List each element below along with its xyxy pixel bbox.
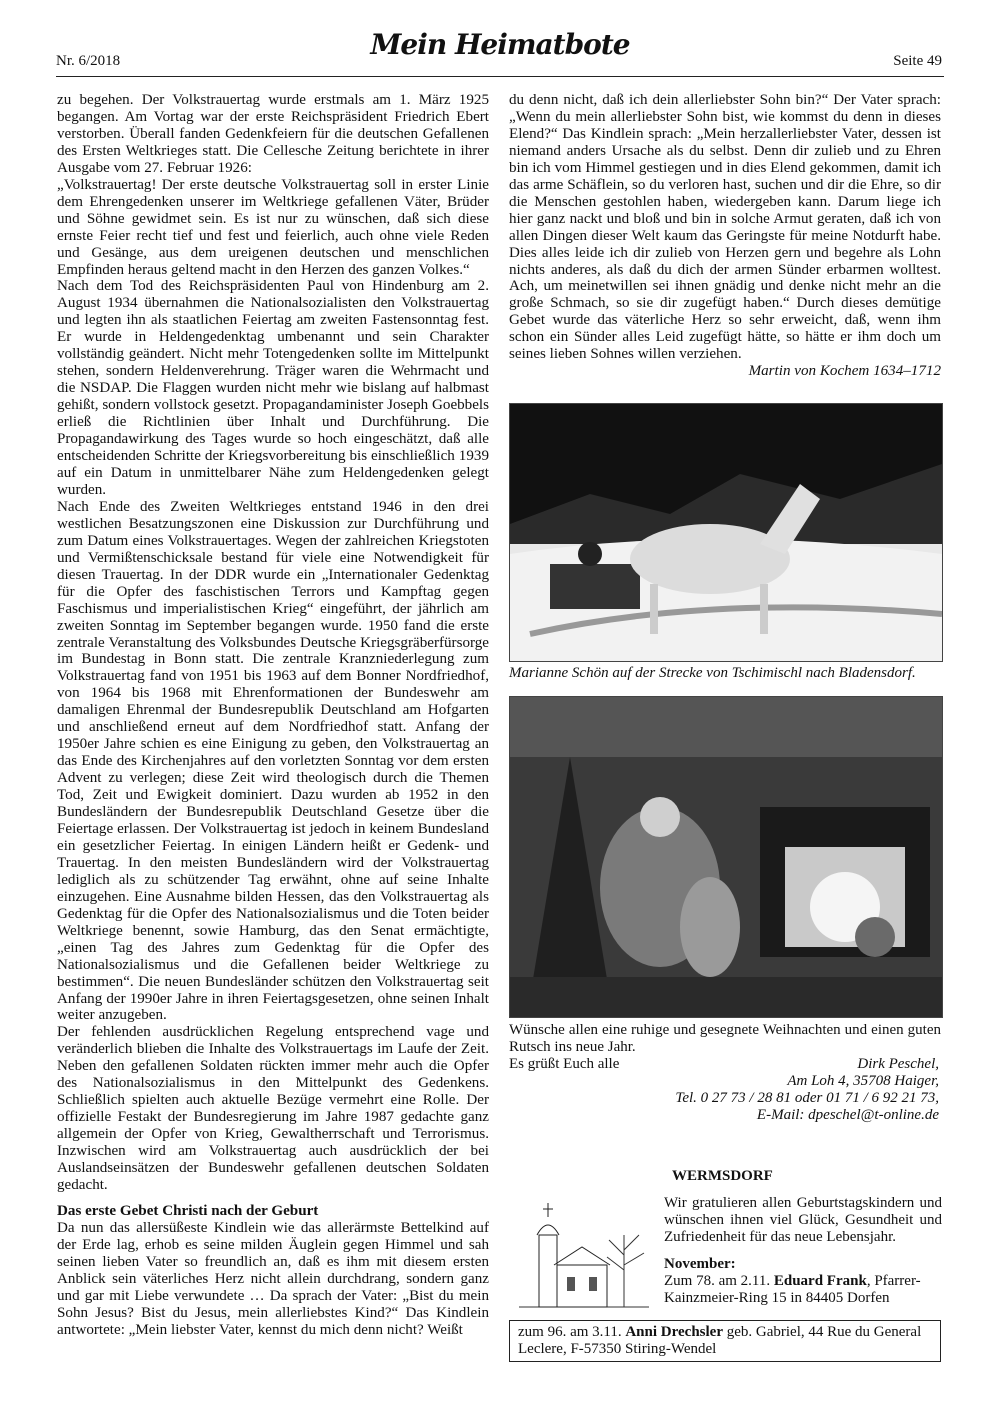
sender-name: Dirk Peschel,	[857, 1056, 939, 1072]
section-wermsdorf: WERMSDORF	[672, 1168, 773, 1184]
paragraph: Der fehlenden ausdrücklichen Regelung entsprechend vage und veränderlich blieben die Inhalte des Volkstrauertags im Laufe der Zeit. Neben den gefallenen Soldaten rückten immer mehr auch die Opfer des Nationalsozialismus in den Mittelpunkt des Gedenkens. Schließlich spielten auch aktuelle Bezüge vermehrt eine Rolle. Der offizielle Festakt der Bundesregierung im Jahre 1987 gedachte ganz allgemein der Opfer von Krieg, Gewaltherrschaft und Terrorismus. Inzwischen wird am Volkstrauertag auch ausdrücklich der bei Auslandseinsätzen der Bundeswehr gefallenen deutschen Soldaten gedacht.	[57, 1024, 489, 1193]
sender-email: E-Mail: dpeschel@t-online.de	[756, 1107, 939, 1123]
paragraph: „Volkstrauertag! Der erste deutsche Volkstrauertag soll in erster Linie dem Ehrengedenken unserer im Weltkriege gefallenen Väter, Brüder und Söhne gewidmet sein. Es ist nur zu wünschen, daß sich diese ernste Feier recht tief und fest und feierlich, auch ohne viele Reden und Gesänge, aus dem ureigenen deutschen und menschlichen Empfinden heraus geltend macht in den Herzen des ganzen Volkes.“	[57, 176, 489, 278]
paragraph: Da nun das allersüßeste Kindlein wie das allerärmste Bettelkind auf der Erde lag, erhob es seine milden Äuglein gegen Himmel und sah seinen lieben Vater so freundlich an, daß es ihm mit diesem ersten Anblick sein väterliches Herz nicht allein durchdrang, sondern ganz und gar mit Liebe verwundete … Da sprach der Vater: „Bist du mein Sohn Jesus? Bist du Jesus, mein allerliebstes Kind?“ Das Kindlein antwortete: „Mein liebster Vater, kennst du mich denn nicht? Weißt	[57, 1219, 489, 1338]
section-heading: Das erste Gebet Christi nach der Geburt	[57, 1202, 319, 1219]
christmas-photo	[509, 696, 943, 1018]
entry-name: Anni Drechsler	[625, 1324, 723, 1340]
masthead-title: Mein Heimatbote	[370, 28, 630, 61]
church-illustration	[509, 1195, 657, 1313]
sender-block	[509, 1056, 939, 1124]
greeting-text: Wünsche allen eine ruhige und gesegnete Weihnachten und einen guten Rutsch ins neue Jahr.	[509, 1022, 941, 1055]
entry-name: Eduard Frank	[773, 1273, 867, 1289]
entry-address: , Pfarrer-Kainzmeier-Ring 15 in 84405 Dorfen	[664, 1273, 921, 1306]
congrats-text: Wir gratulieren allen Geburtstagskindern und wünschen ihnen viel Glück, Gesundheit und Zufriedenheit für das neue Lebensjahr.	[664, 1195, 942, 1245]
photo1-caption: Marianne Schön auf der Strecke von Tschimischl nach Bladensdorf.	[509, 665, 916, 681]
paragraph: zu begehen. Der Volkstrauertag wurde erstmals am 1. März 1925 begangen. Am Vortag war der erste Reichspräsident Friedrich Ebert verstorben. Überall fanden Gedenkfeiern für die deutschen Gefallenen des Ersten Weltkrieges statt. Die Cellesche Zeitung berichtete in ihrer Ausgabe vom 27. Februar 1926:	[57, 92, 489, 176]
paragraph: Nach Ende des Zweiten Weltkrieges entstand 1946 in den drei westlichen Besatzungszonen eine Diskussion zur Durchführung und zum Datum eines Volkstrauertages. Wegen der zahlreichen Kriegstoten und Vermißtenschicksale bestand für viele eine Notwendigkeit für diesen Trauertag. In der DDR wurde ein „Internationaler Gedenktag für die Opfer des faschistischen Terrors und Kampftag gegen Faschismus und imperialistischen Krieg“ eingeführt, der jährlich am zweiten Sonntag im September begangen wurde. 1950 fand die erste zentrale Veranstaltung des Volksbundes Deutsche Kriegsgräberfürsorge im Bundestag in Bonn statt. Die zentrale Kranzniederlegung zum Volkstrauertag fand von 1951 bis 1963 auf dem Bonner Nordfriedhof, von 1964 bis 1968 mit Ehrenformationen der Bundeswehr am damaligen Ehrenmal der Bundesrepublik Deutschland am Hofgarten und anschließend erneut auf dem Nordfriedhof statt. Anfang der 1950er Jahre schien es eine Einigung zu geben, den Volkstrauertag an das Ende des Kirchenjahres auf den vorletzten Sonntag vor dem ersten Advent zu verlegen; diese Zeit wird theologisch durch die Themen Tod, Zeit und Ewigkeit dominiert. Dazu wurden ab 1952 in den Bundesländern der Bundesrepublik Deutschland Gesetze über die Feiertage erlassen. Der Volkstrauertag ist jedoch in keinem Bundesland ein gesetzlicher Feiertag. In einigen Ländern heißt er Gedenk- und Trauertag. In den meisten Bundesländern wird der Volkstrauertag lediglich als zu schützender Tag erwähnt, ohne auf seine Inhalte einzugehen. Eine Ausnahme bilden Hessen, das den Volkstrauertag als Gedenktag für die Opfer des Nationalsozialismus und die Toten beider Weltkriege benennt, sowie Hamburg, das den Senat ermächtigte, „einen Tag des Jahres zum Gedenktag für die Opfer des Nationalsozialismus und die Gefallenen beider Weltkriege zu bestimmen“. Die neuen Bundesländer schützen den Volkstrauertag seit Anfang der 1990er Jahre in ihren Feiertagsgesetzen, ohne seinen Inhalt weiter anzugeben.	[57, 498, 489, 1024]
birthday-entry	[664, 1273, 942, 1307]
entry-date: zum 96. am 3.11.	[518, 1324, 622, 1340]
entry-date: Zum 78. am 2.11.	[664, 1273, 771, 1289]
right-column-text	[509, 92, 941, 382]
header-rule	[56, 76, 944, 77]
left-column	[57, 92, 489, 1339]
page-number: Seite 49	[893, 53, 942, 69]
birthday-box	[509, 1320, 941, 1362]
entry-address: geb. Gabriel, 44 Rue du General Leclere, F-57350 Stiring-Wendel	[518, 1324, 922, 1357]
author-signature: Martin von Kochem 1634–1712	[748, 363, 941, 380]
sleigh-photo	[509, 403, 943, 662]
sender-address: Am Loh 4, 35708 Haiger,	[787, 1073, 939, 1089]
issue-number: Nr. 6/2018	[56, 53, 121, 69]
paragraph: Nach dem Tod des Reichspräsidenten Paul von Hindenburg am 2. August 1934 übernahmen die Nationalsozialisten den Volkstrauertag und legten ihn als staatlichen Feiertag am zweiten Fastensonntag fest. Er wurde in Heldengedenktag umbenannt und sein Charakter vollständig geändert. Nicht mehr Totengedenken sollte im Mittelpunkt stehen, sondern Heldenverehrung. Träger waren die Wehrmacht und die NSDAP. Die Flaggen wurden nicht mehr wie bislang auf halbmast gehißt, sondern vollstock gesetzt. Propagandaminister Joseph Goebbels erließ die Richtlinien über Inhalt und Durchführung. Die Propagandawirkung des Tages wurde so hoch eingeschätzt, daß alle entscheidenden Schritte der Kriegsvorbereitung bis einschließlich 1939 auf ein Datum in unmittelbarer Nähe zum Heldengedenken gelegt wurden.	[57, 278, 489, 498]
greeting-from: Es grüßt Euch alle	[509, 1056, 620, 1072]
month-heading: November:	[664, 1256, 736, 1272]
paragraph: du denn nicht, daß ich dein allerliebster Sohn bin?“ Der Vater sprach: „Wenn du mein allerliebster Sohn bist, wie kommst du denn in dieses Elend?“ Das Kindlein sprach: „Mein herzallerliebster Vater, dessen ist niemand anders Ursache als du selbst. Denn dir zulieb und zu Ehren bin ich vom Himmel gestiegen und in dies Elend gekommen, damit ich das arme Schäflein, so du verloren hast, suchen und dir die Ehre, so dir die Menschen gestohlen haben, wiedergeben kann. Darum liege ich hier ganz nackt und bloß und bin in solche Armut geraten, daß ich von allen Dingen dieser Welt kaum das Geringste für meine Notdurft habe. Dies alles leide ich dir zulieb von Herzen gern und begehre als Lohn nichts anderes, als daß du dich der armen Sünder erbarmen wolltest. Ach, um meinetwillen sei ihnen gnädig und denke nicht mehr an die große Schmach, so sie dir zugefügt haben.“ Durch dieses demütige Gebet wurde das väterliche Herz so sehr erweicht, daß, wenn ihm schon ein Sünder alles Leid zugefügt hätte, so hätte er ihm doch um seines lieben Sohnes willen verziehen.	[509, 92, 941, 363]
sender-phone: Tel. 0 27 73 / 28 81 oder 01 71 / 6 92 21 73,	[675, 1090, 939, 1106]
